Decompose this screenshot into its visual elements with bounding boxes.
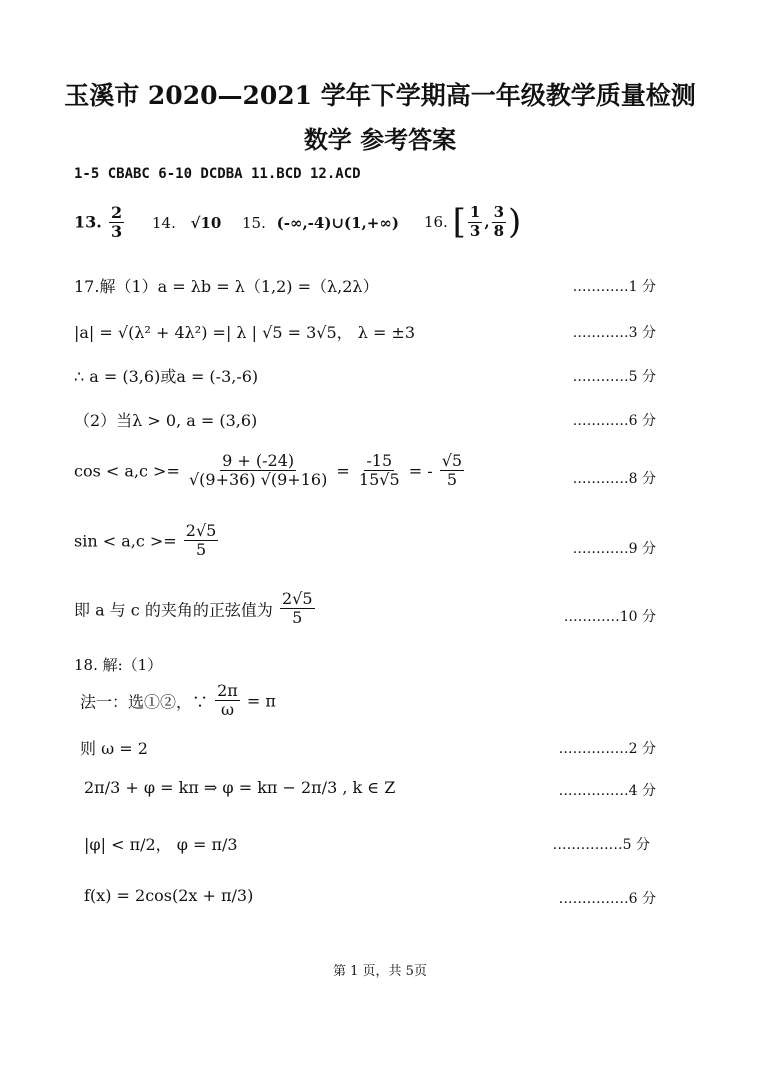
right-bracket-glyph: ) (508, 202, 522, 242)
sin-prefix: sin < a,c >= (74, 531, 177, 551)
left-bracket-glyph: [ (452, 202, 466, 242)
cos-fraction-3: $\frac{√5}{5}$ (441, 451, 463, 490)
cos-fraction-1: $\frac{9 + (-24)}{√(9+36) √(9+16)}$ (188, 451, 328, 490)
q17-line-7 (74, 590, 317, 628)
q17-score-5: …………8 分 (572, 471, 656, 487)
page-title: 玉溪市 2020—2021 学年下学期高一年级教学质量检测 (64, 81, 696, 110)
choice-answers: 1-5 CBABC 6-10 DCDBA 11.BCD 12.ACD (74, 166, 361, 182)
q18-score-3: ……………4 分 (558, 783, 656, 799)
conclusion-fraction: $\frac{2√5}{5}$ (281, 589, 313, 628)
q17-line-5 (74, 452, 466, 490)
q18-score-5: ……………6 分 (558, 891, 656, 907)
q17-score-3: …………5 分 (572, 369, 656, 385)
page-footer: 第 1 页，共 5页 (333, 964, 427, 979)
q16-label: 16. (424, 213, 448, 231)
comma: , (484, 213, 490, 231)
q17-line-3: ∴ a = (3,6)或a = (-3,-6) (74, 367, 259, 386)
equals-minus: = - (408, 461, 433, 481)
sin-fraction: $\frac{2√5}{5}$ (185, 521, 217, 560)
method-prefix: 法一：选①②，∵ (80, 692, 209, 712)
q14-label: 14. (152, 214, 176, 232)
q18-line-4: |φ| < π/2， φ = π/3 (84, 835, 238, 854)
q18-line-3: 2π/3 + φ = kπ ⇒ φ = kπ − 2π/3 , k ∈ Z (84, 778, 396, 797)
q18-score-4: ……………5 分 (552, 837, 650, 853)
q17-score-2: …………3 分 (572, 325, 656, 341)
q18-line-2: 则 ω = 2 (80, 739, 148, 758)
q14-answer: √10 (190, 214, 222, 232)
q15 (242, 214, 399, 232)
q17-line-4: （2）当λ > 0, a = (3,6) (74, 411, 258, 430)
q16-frac-2: $\frac{3}{8}$ (493, 203, 505, 240)
page-subtitle: 数学 参考答案 (303, 125, 457, 154)
cos-prefix: cos < a,c >= (74, 461, 180, 481)
q17-score-6: …………9 分 (572, 541, 656, 557)
q18-line-1 (80, 682, 276, 720)
q15-label: 15. (242, 214, 266, 232)
q17-score-4: …………6 分 (572, 413, 656, 429)
period-suffix: = π (246, 691, 276, 711)
q16 (424, 202, 521, 242)
q13-answer: $\frac{2}{3}$ (110, 203, 123, 242)
conclusion-prefix: 即 a 与 c 的夹角的正弦值为 (74, 600, 273, 620)
fill-in-row (74, 204, 126, 242)
q16-frac-1: $\frac{1}{3}$ (469, 203, 481, 240)
equals: = (336, 461, 350, 481)
period-fraction: $\frac{2\pi}{\omega}$ (217, 681, 238, 720)
q17-line-2: |a| = √(λ² + 4λ²) =| λ | √5 = 3√5， λ = ±3 (74, 323, 416, 342)
q17-score-1: …………1 分 (572, 279, 656, 295)
q17-line-6 (74, 522, 220, 560)
q18-heading: 18. 解:（1） (74, 656, 163, 674)
q14 (152, 214, 221, 232)
q18-score-2: ……………2 分 (558, 741, 656, 757)
cos-fraction-2: $\frac{-15}{15√5}$ (358, 451, 400, 490)
q13-label: 13. (74, 212, 102, 232)
q18-line-5: f(x) = 2cos(2x + π/3) (84, 886, 254, 905)
q17-line-1: 17.解（1）a = λb = λ（1,2) =（λ,2λ） (74, 277, 379, 296)
q17-score-7: …………10 分 (563, 609, 656, 625)
q15-answer: (-∞,-4)∪(1,+∞) (276, 214, 399, 232)
